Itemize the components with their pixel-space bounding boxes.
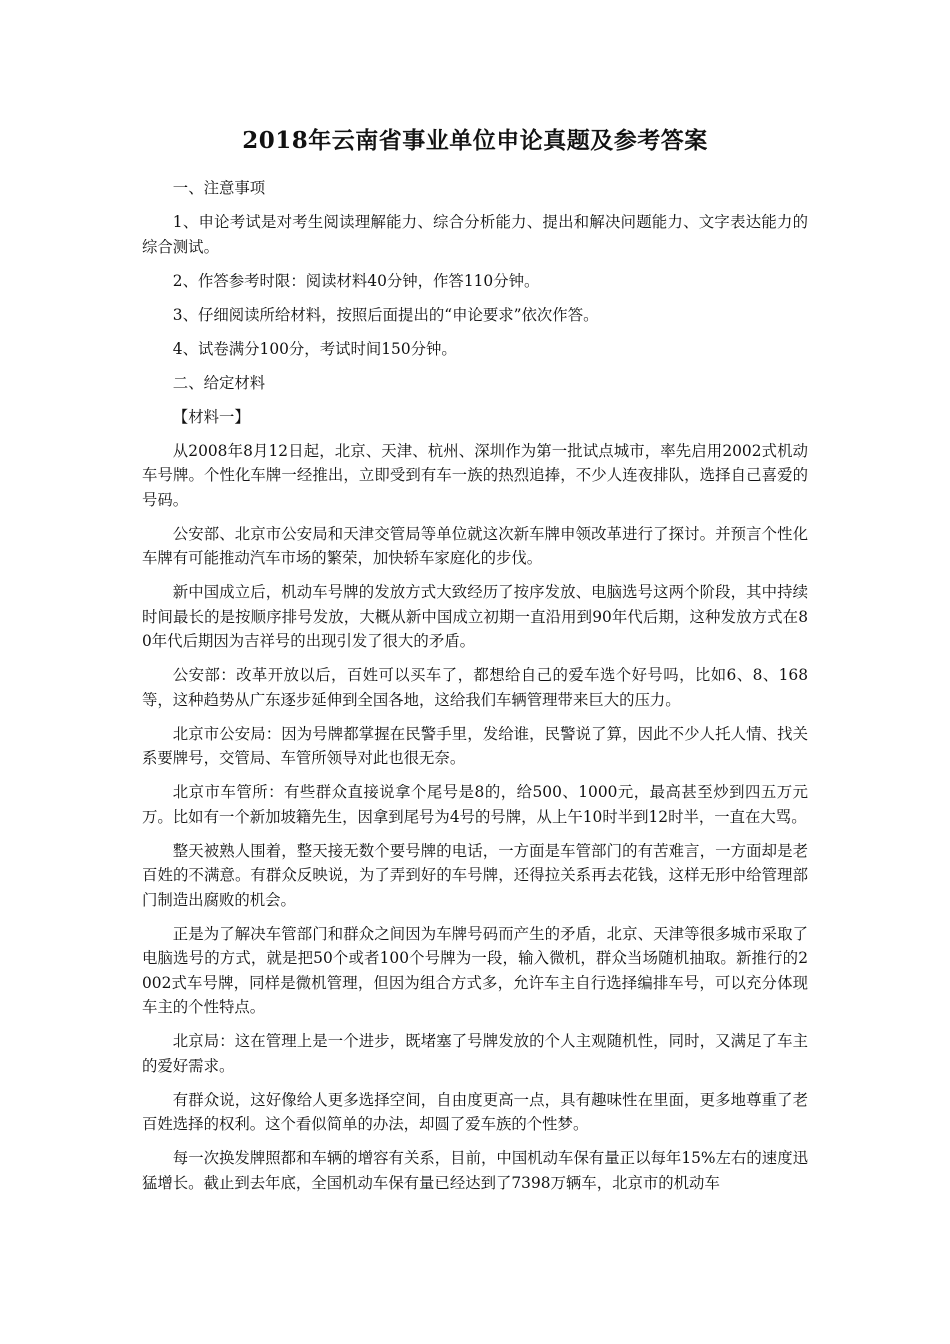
section-heading-materials: 二、给定材料 (172, 373, 266, 392)
note-item-2: 2、作答参考时限：阅读材料40分钟，作答110分钟。 (172, 271, 540, 290)
note-item-4: 4、试卷满分100分，考试时间150分钟。 (172, 339, 457, 358)
note-item-1: 1、申论考试是对考生阅读理解能力、综合分析能力、提出和解决问题能力、文字表达能力的综合测试。 (142, 213, 808, 256)
paragraph: 正是为了解决车管部门和群众之间因为车牌号码而产生的矛盾，北京、天津等很多城市采取了电脑选号的方式，就是把50个或者100个号牌为一段，输入微机，群众当场随机抽取。新推行的2002式车号牌，同样是微机管理，但因为组合方式多，允许车主自行选择编排车号，可以充分体现车主的个性特点。 (142, 924, 808, 1016)
section-heading-notes: 一、注意事项 (172, 179, 266, 197)
note-item-3: 3、仔细阅读所给材料，按照后面提出的“申论要求”依次作答。 (172, 305, 599, 324)
paragraph: 北京市车管所：有些群众直接说拿个尾号是8的，给500、1000元，最高甚至炒到四五万元万。比如有一个新加坡籍先生，因拿到尾号为4号的号牌，从上午10时半到12时半，一直在大骂。 (142, 783, 808, 826)
paragraph: 从2008年8月12日起，北京、天津、杭州、深圳作为第一批试点城市，率先启用2002式机动车号牌。个性化车牌一经推出，立即受到有车一族的热烈追捧，不少人连夜排队，选择自己喜爱的号码。 (142, 441, 808, 509)
paragraph: 北京局：这在管理上是一个进步，既堵塞了号牌发放的个人主观随机性，同时，又满足了车主的爱好需求。 (142, 1032, 808, 1075)
material-heading-1: 【材料一】 (172, 407, 250, 426)
paragraph: 新中国成立后，机动车号牌的发放方式大致经历了按序发放、电脑选号这两个阶段，其中持续时间最长的是按顺序排号发放，大概从新中国成立初期一直沿用到90年代后期，这种发放方式在80年代后期因为吉祥号的出现引发了很大的矛盾。 (142, 583, 808, 650)
paragraph: 有群众说，这好像给人更多选择空间，自由度更高一点，具有趣味性在里面，更多地尊重了老百姓选择的权利。这个看似简单的办法，却圆了爱车族的个性梦。 (142, 1090, 808, 1133)
paragraph: 公安部、北京市公安局和天津交管局等单位就这次新车牌申领改革进行了探讨。并预言个性化车牌有可能推动汽车市场的繁荣，加快轿车家庭化的步伐。 (142, 524, 808, 567)
document-body (142, 176, 808, 1205)
paragraph: 整天被熟人围着，整天接无数个要号牌的电话，一方面是车管部门的有苦难言，一方面却是老百姓的不满意。有群众反映说，为了弄到好的车号牌，还得拉关系再去花钱，这样无形中给管理部门制造出腐败的机会。 (142, 841, 808, 909)
paragraph: 公安部：改革开放以后，百姓可以买车了，都想给自己的爱车选个好号吗，比如6、8、168等，这种趋势从广东逐步延伸到全国各地，这给我们车辆管理带来巨大的压力。 (142, 666, 808, 709)
paragraph: 每一次换发牌照都和车辆的增容有关系，目前，中国机动车保有量正以每年15%左右的速度迅猛增长。截止到去年底，全国机动车保有量已经达到了7398万辆车，北京市的机动车 (142, 1149, 808, 1192)
document-title: 2018年云南省事业单位申论真题及参考答案 (242, 127, 708, 154)
paragraph: 北京市公安局：因为号牌都掌握在民警手里，发给谁，民警说了算，因此不少人托人情、找关系要牌号，交管局、车管所领导对此也很无奈。 (142, 724, 808, 767)
